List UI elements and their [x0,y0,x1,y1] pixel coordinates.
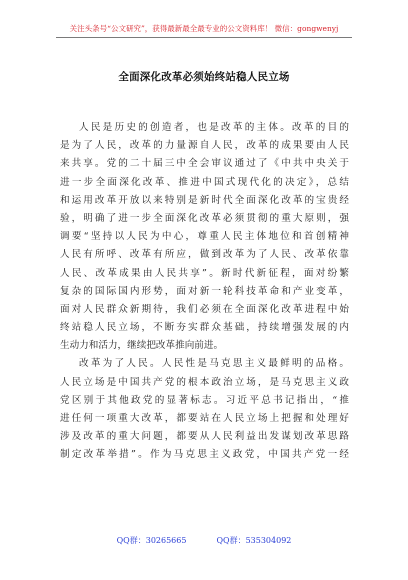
document-title: 全面深化改革必须始终站稳人民立场 [118,71,290,83]
body-line: 是为了人民，改革的力量源自人民，改革的成果要由人民 [60,140,349,152]
qq-group-1: QQ群：30265665 [116,536,187,545]
body-line: 制定改革举措”。作为马克思主义政党，中国共产党一经 [60,449,349,461]
header-divider [56,37,352,38]
body-line: 改革为了人民。人民性是马克思主义最鲜明的品格。 [79,358,349,370]
body-line: 人民有所呼、改革有所应，做到改革为了人民、改革依靠 [60,249,349,261]
body-line: 复杂的国际国内形势，面对新一轮科技革命和产业变革， [60,285,349,297]
body-line: 终站稳人民立场，不断夯实群众基础，持续增强发展的内 [60,322,349,334]
body-line: 党区别于其他政党的显著标志。习近平总书记指出，“推 [60,394,349,406]
promo-header: 关注头条号“公文研究”，获得最新最全最专业的公文资料库！ 微信：gongwenyj [69,24,339,33]
body-line: 来共享。党的二十届三中全会审议通过了《中共中央关于 [60,158,349,170]
body-line: 生动力和活力，继续把改革推向前进。 [60,340,224,352]
body-line: 和运用改革开放以来特别是新时代全面深化改革的宝贵经 [60,194,349,206]
body-line: 涉及改革的重大问题，都要从人民利益出发谋划改革思路 [60,431,349,443]
qq-footer [0,535,408,546]
body-line: 调要“坚持以人民为中心，尊重人民主体地位和首创精神 [60,231,349,243]
body-line: 人民是历史的创造者，也是改革的主体。改革的目的 [79,122,349,133]
qq-group-2: QQ群：535304092 [216,536,292,545]
body-line: 人民、改革成果由人民共享”。新时代新征程，面对纷繁 [60,267,349,279]
body-line: 进任何一项重大改革，都要站在人民立场上把握和处理好 [60,413,349,424]
document-body [60,119,349,465]
body-line: 验，明确了进一步全面深化改革必须贯彻的重大原则，强 [60,212,349,224]
body-line: 面对人民群众新期待，我们必须在全面深化改革进程中始 [60,303,349,315]
body-line: 人民立场是中国共产党的根本政治立场，是马克思主义政 [60,376,349,388]
body-line: 进一步全面深化改革、推进中国式现代化的决定》，总结 [60,176,349,188]
